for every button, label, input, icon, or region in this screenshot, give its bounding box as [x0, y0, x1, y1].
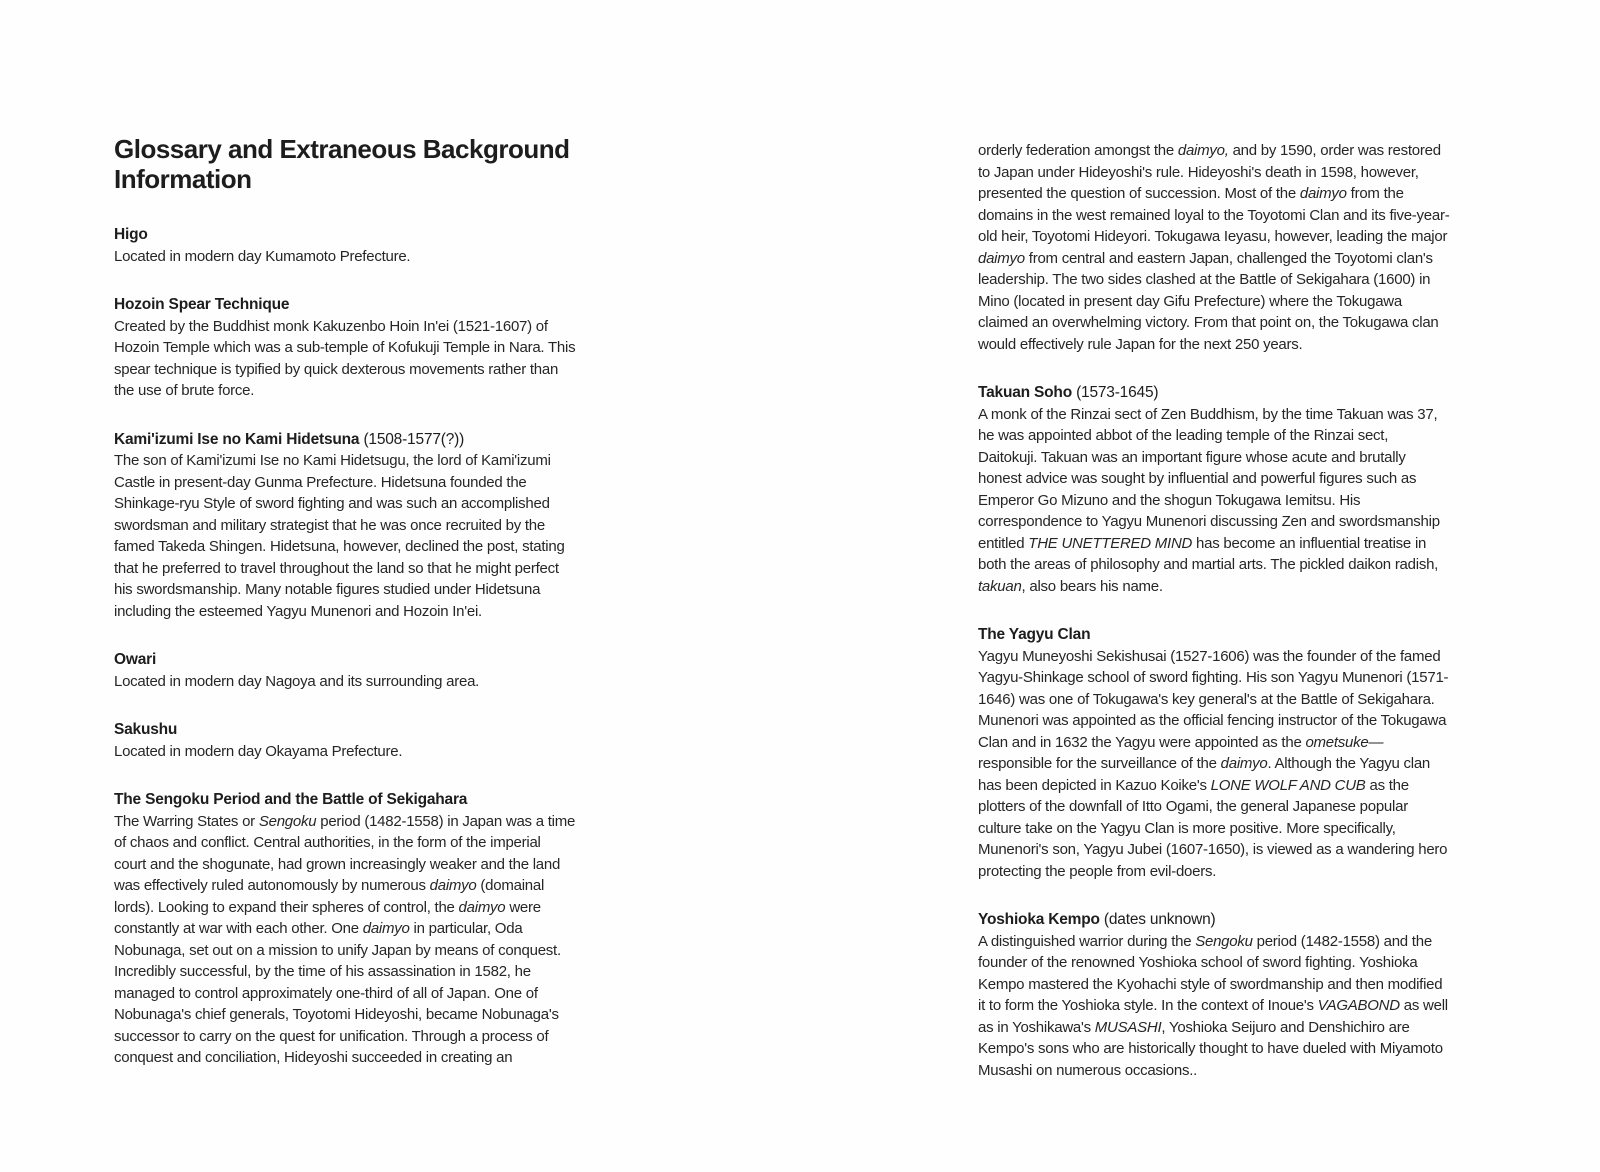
glossary-entry-hozoin-spear-technique	[114, 294, 576, 402]
entry-term	[114, 649, 576, 671]
term-name: Hozoin Spear Technique	[114, 296, 290, 313]
term-name: Owari	[114, 651, 157, 668]
term-suffix: (1508-1577(?))	[359, 430, 465, 448]
glossary-entry-yoshioka-kempo	[978, 909, 1450, 1081]
left-page	[114, 134, 576, 1096]
entry-body: Located in modern day Okayama Prefecture.	[114, 742, 403, 760]
entry-body: orderly federation amongst the daimyo, and by 1590, order was restored to Japan under Hideyoshi's rule. Hideyoshi's death in 1598, however, presented the question of succession. Most of the daimyo from the domains in the west remained loyal to the Toyotomi Clan and its five-year-old heir, Toyotomi Hideyori. Tokugawa Ieyasu, however, leading the major daimyo from central and eastern Japan, challenged the Toyotomi clan's leadership. The two sides clashed at the Battle of Sekigahara (1600) in Mino (located in present day Gifu Prefecture) where the Tokugawa claimed an overwhelming victory. From that point on, the Tokugawa clan would effectively rule Japan for the next 250 years.	[978, 142, 1450, 353]
entry-term	[114, 719, 576, 741]
glossary-entry-owari	[114, 649, 576, 692]
glossary-entry-takuan-soho	[978, 382, 1450, 597]
entry-term	[978, 624, 1450, 646]
glossary-entry-sengoku-period	[114, 789, 576, 1069]
term-name: Sakushu	[114, 721, 178, 738]
entry-body: A distinguished warrior during the Sengoku period (1482-1558) and the founder of the renowned Yoshioka school of sword fighting. Yoshioka Kempo mastered the Kyohachi style of swordmanship and then modified it to form the Yoshioka style. In the context of Inoue's VAGABOND as well as in Yoshikawa's MUSASHI, Yoshioka Seijuro and Denshichiro are Kempo's sons who are historically thought to have dueled with Miyamoto Musashi on numerous occasions..	[978, 932, 1448, 1079]
entry-body: Located in modern day Nagoya and its surrounding area.	[114, 672, 480, 690]
term-name: Yoshioka Kempo	[978, 911, 1100, 928]
term-suffix: (1573-1645)	[1071, 384, 1159, 401]
glossary-entry-sengoku-continuation	[978, 140, 1450, 355]
entry-body: Located in modern day Kumamoto Prefecture.	[114, 247, 411, 265]
term-name: Kami'izumi Ise no Kami Hidetsuna	[114, 430, 360, 448]
entry-body: A monk of the Rinzai sect of Zen Buddhism, by the time Takuan was 37, he was appointed abbot of the leading temple of the Rinzai sect, Daitokuji. Takuan was an important figure whose acute and brutally honest advice was sought by influential and powerful figures such as Emperor Go Mizuno and the shogun Tokugawa Iemitsu. His correspondence to Yagyu Munenori discussing Zen and swordsmanship entitled THE UNETTERED MIND has become an influential treatise in both the areas of philosophy and martial arts. The pickled daikon radish, takuan, also bears his name.	[978, 405, 1440, 595]
entry-term	[114, 429, 576, 451]
entry-term	[978, 382, 1450, 404]
entry-body: Created by the Buddhist monk Kakuzenbo Hoin In'ei (1521-1607) of Hozoin Temple which was a sub-temple of Kofukuji Temple in Nara. This spear technique is typified by quick dexterous movements rather than the use of brute force.	[114, 317, 576, 399]
entry-body: The Warring States or Sengoku period (1482-1558) in Japan was a time of chaos and conflict. Central authorities, in the form of the imperial court and the shogunate, had grown increasingly weaker and the land was effectively ruled autonomously by numerous daimyo (domainal lords). Looking to expand their spheres of control, the daimyo were constantly at war with each other. One daimyo in particular, Oda Nobunaga, set out on a mission to unify Japan by means of conquest. Incredibly successful, by the time of his assassination in 1582, he managed to control approximately one-third of all of Japan. One of Nobunaga's chief generals, Toyotomi Hideyoshi, became Nobunaga's successor to carry on the quest for unification. Through a process of conquest and conciliation, Hideyoshi succeeded in creating an	[114, 812, 576, 1066]
term-name: The Yagyu Clan	[978, 626, 1091, 643]
entry-term	[114, 294, 576, 316]
entry-body: The son of Kami'izumi Ise no Kami Hidetsugu, the lord of Kami'izumi Castle in present-day Gunma Prefecture. Hidetsuna founded the Shinkage-ryu Style of sword fighting and was such an accomplished swordsman and military strategist that he was once recruited by the famed Takeda Shingen. Hidetsuna, however, declined the post, stating that he preferred to travel throughout the land so that he might perfect his swordsmanship. Many notable figures studied under Hidetsuna including the esteemed Yagyu Munenori and Hozoin In'ei.	[114, 452, 565, 620]
term-name: Higo	[114, 226, 148, 243]
term-name: Takuan Soho	[978, 384, 1072, 401]
glossary-entry-higo	[114, 224, 576, 267]
entry-term	[114, 224, 576, 246]
page-title: Glossary and Extraneous Background Information	[114, 134, 570, 194]
entry-term	[114, 789, 576, 811]
glossary-entry-yagyu-clan	[978, 624, 1450, 882]
entry-term	[978, 909, 1450, 931]
glossary-entry-sakushu	[114, 719, 576, 762]
glossary-entry-kamiizumi	[114, 429, 576, 623]
term-suffix: (dates unknown)	[1099, 911, 1216, 928]
right-page	[978, 140, 1450, 1108]
term-name: The Sengoku Period and the Battle of Sekigahara	[114, 791, 468, 808]
entry-body: Yagyu Muneyoshi Sekishusai (1527-1606) was the founder of the famed Yagyu-Shinkage school of sword fighting. His son Yagyu Munenori (1571-1646) was one of Tokugawa's key general's at the Battle of Sekigahara. Munenori was appointed as the official fencing instructor of the Tokugawa Clan and in 1632 the Yagyu were appointed as the ometsuke—responsible for the surveillance of the daimyo. Although the Yagyu clan has been depicted in Kazuo Koike's LONE WOLF AND CUB as the plotters of the downfall of Itto Ogami, the general Japanese popular culture take on the Yagyu Clan is more positive. More specifically, Munenori's son, Yagyu Jubei (1607-1650), is viewed as a wandering hero protecting the people from evil-doers.	[978, 647, 1449, 880]
